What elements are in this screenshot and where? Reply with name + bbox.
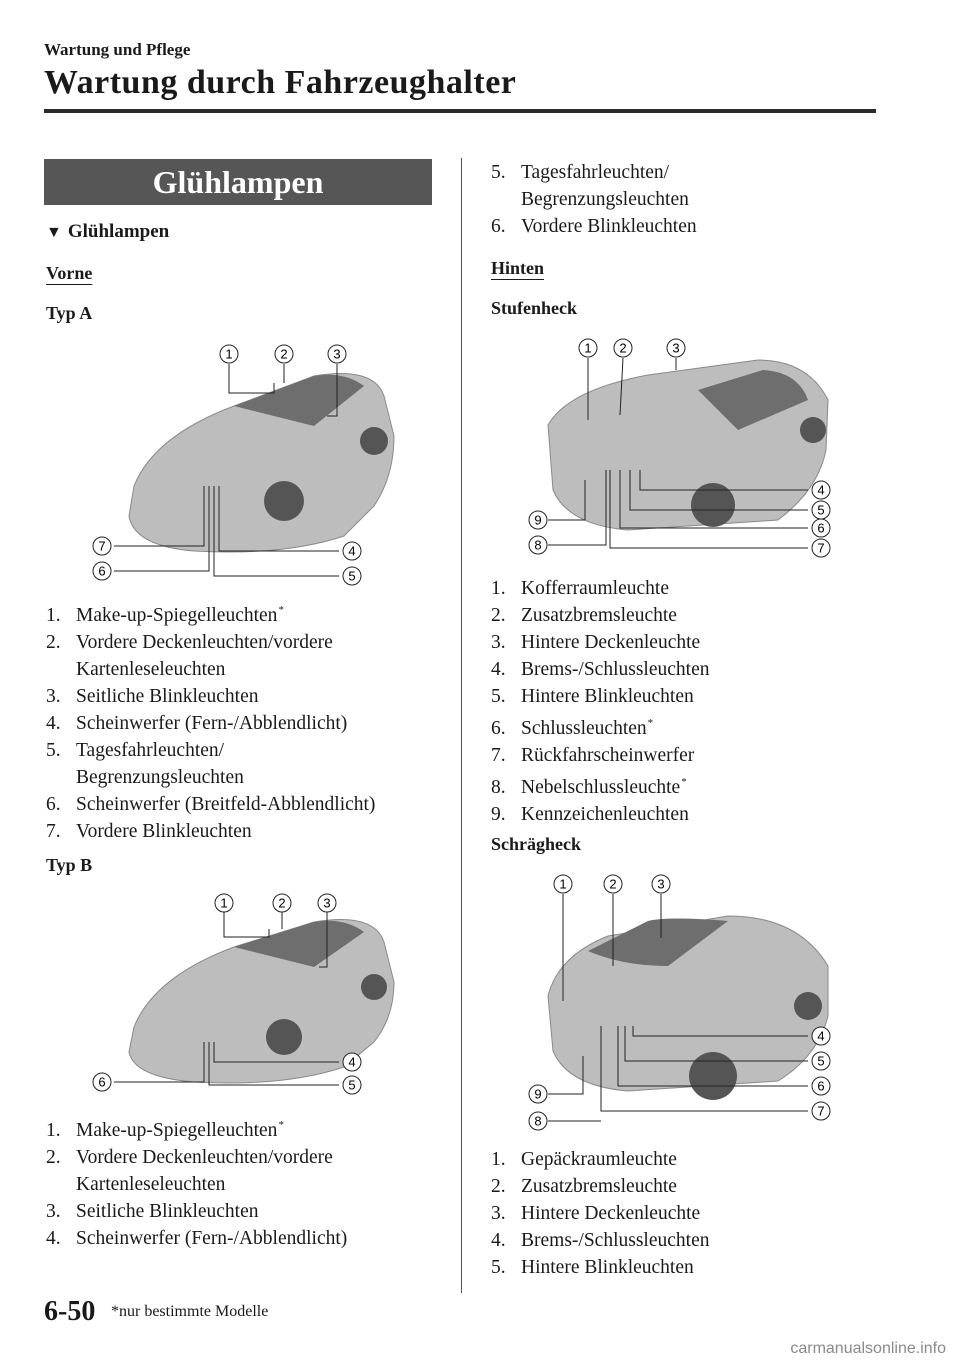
callout-number: 5	[817, 1053, 825, 1069]
list-item-continuation: Begrenzungsleuchten	[521, 189, 689, 210]
callout-number: 4	[348, 1054, 356, 1070]
page-number: 6-50	[44, 1296, 96, 1327]
list-item: 7. Vordere Blinkleuchten	[46, 821, 252, 842]
typ-a-label: Typ A	[46, 303, 93, 323]
list-item: 6. Scheinwerfer (Breitfeld-Abblendlicht)	[46, 794, 376, 815]
typ-a-list	[46, 597, 375, 845]
column-divider	[461, 158, 462, 1293]
stufenheck-label: Stufenheck	[491, 298, 578, 318]
list-item: 5. Tagesfahrleuchten/	[46, 740, 225, 761]
typ-b-list	[46, 1112, 347, 1252]
list-item: 3. Seitliche Blinkleuchten	[46, 686, 259, 707]
rear-heading: Hinten	[491, 258, 545, 278]
footnote: *nur bestimmte Modelle	[111, 1303, 269, 1320]
schraegheck-label: Schrägheck	[491, 834, 581, 854]
callout-number: 7	[98, 538, 106, 554]
stufenheck-list	[491, 575, 709, 828]
list-item: 1. Make-up-Spiegelleuchten*	[46, 1119, 284, 1141]
list-item-continuation: Kartenleseleuchten	[76, 1174, 226, 1195]
callout-number: 4	[348, 543, 356, 559]
callout-number: 7	[817, 540, 825, 556]
callout-number: 3	[333, 346, 341, 362]
list-item-continuation: Kartenleseleuchten	[76, 659, 226, 680]
callout-number: 8	[534, 1113, 542, 1129]
front-heading: Vorne	[46, 263, 93, 283]
callout-number: 5	[348, 1077, 356, 1093]
list-item: 3. Hintere Deckenleuchte	[491, 632, 701, 653]
callout-number: 6	[98, 1074, 106, 1090]
list-item: 1. Make-up-Spiegelleuchten*	[46, 604, 284, 626]
list-item: 5. Hintere Blinkleuchten	[491, 686, 694, 707]
callout-number: 5	[348, 568, 356, 584]
header-divider	[44, 109, 876, 113]
list-item: 4. Brems-/Schlussleuchten	[491, 659, 710, 680]
right-continuation-list	[491, 159, 697, 240]
callout-number: 6	[817, 520, 825, 536]
callout-number: 4	[817, 482, 825, 498]
list-item: 7. Rückfahrscheinwerfer	[491, 745, 695, 766]
callout-number: 2	[280, 346, 288, 362]
list-item: 2. Vordere Deckenleuchten/vordere	[46, 632, 333, 653]
callout-number: 5	[817, 502, 825, 518]
front-car-diagram-typ-a	[84, 336, 424, 588]
callout-number: 7	[817, 1103, 825, 1119]
triangle-bullet-icon: ▼	[46, 224, 62, 241]
callout-number: 2	[619, 340, 627, 356]
list-item: 6. Schlussleuchten*	[491, 717, 654, 739]
breadcrumb: Wartung und Pflege	[44, 40, 191, 59]
list-item: 8. Nebelschlussleuchte*	[491, 776, 687, 798]
subheading	[46, 221, 169, 243]
list-item: 2. Zusatzbremsleuchte	[491, 605, 677, 626]
list-item-continuation: Begrenzungsleuchten	[76, 767, 244, 788]
rear-hatch-diagram	[528, 866, 844, 1136]
callout-number: 8	[534, 537, 542, 553]
callout-number: 9	[534, 512, 542, 528]
watermark: carmanualsonline.info	[790, 1340, 946, 1357]
callout-number: 3	[672, 340, 680, 356]
callout-number: 2	[278, 895, 286, 911]
list-item: 4. Scheinwerfer (Fern-/Abblendlicht)	[46, 713, 348, 734]
callout-number: 2	[609, 876, 617, 892]
list-item: 5. Hintere Blinkleuchten	[491, 1257, 694, 1278]
list-item: 4. Brems-/Schlussleuchten	[491, 1230, 710, 1251]
list-item: 5. Tagesfahrleuchten/	[491, 162, 670, 183]
list-item: 3. Hintere Deckenleuchte	[491, 1203, 701, 1224]
callout-number: 1	[220, 895, 228, 911]
list-item: 2. Zusatzbremsleuchte	[491, 1176, 677, 1197]
list-item: 1. Kofferraumleuchte	[491, 578, 669, 599]
callout-number: 1	[559, 876, 567, 892]
rear-sedan-diagram	[528, 330, 844, 575]
callout-number: 4	[817, 1028, 825, 1044]
subheading-text: Glühlampen	[67, 221, 170, 242]
list-item: 9. Kennzeichenleuchten	[491, 804, 689, 825]
list-item: 6. Vordere Blinkleuchten	[491, 216, 697, 237]
front-car-diagram-typ-b	[84, 887, 424, 1102]
list-item: 1. Gepäckraumleuchte	[491, 1149, 677, 1170]
callout-number: 6	[98, 563, 106, 579]
callout-number: 3	[657, 876, 665, 892]
list-item: 2. Vordere Deckenleuchten/vordere	[46, 1147, 333, 1168]
callout-number: 3	[323, 895, 331, 911]
list-item: 3. Seitliche Blinkleuchten	[46, 1201, 259, 1222]
section-banner: Glühlampen	[44, 159, 432, 205]
typ-b-label: Typ B	[46, 855, 93, 875]
callout-number: 1	[225, 346, 233, 362]
callout-number: 6	[817, 1078, 825, 1094]
list-item: 4. Scheinwerfer (Fern-/Abblendlicht)	[46, 1228, 348, 1249]
schraegheck-list	[491, 1146, 709, 1281]
callout-number: 1	[584, 340, 592, 356]
chapter-title: Wartung durch Fahrzeughalter	[44, 64, 517, 101]
callout-number: 9	[534, 1086, 542, 1102]
